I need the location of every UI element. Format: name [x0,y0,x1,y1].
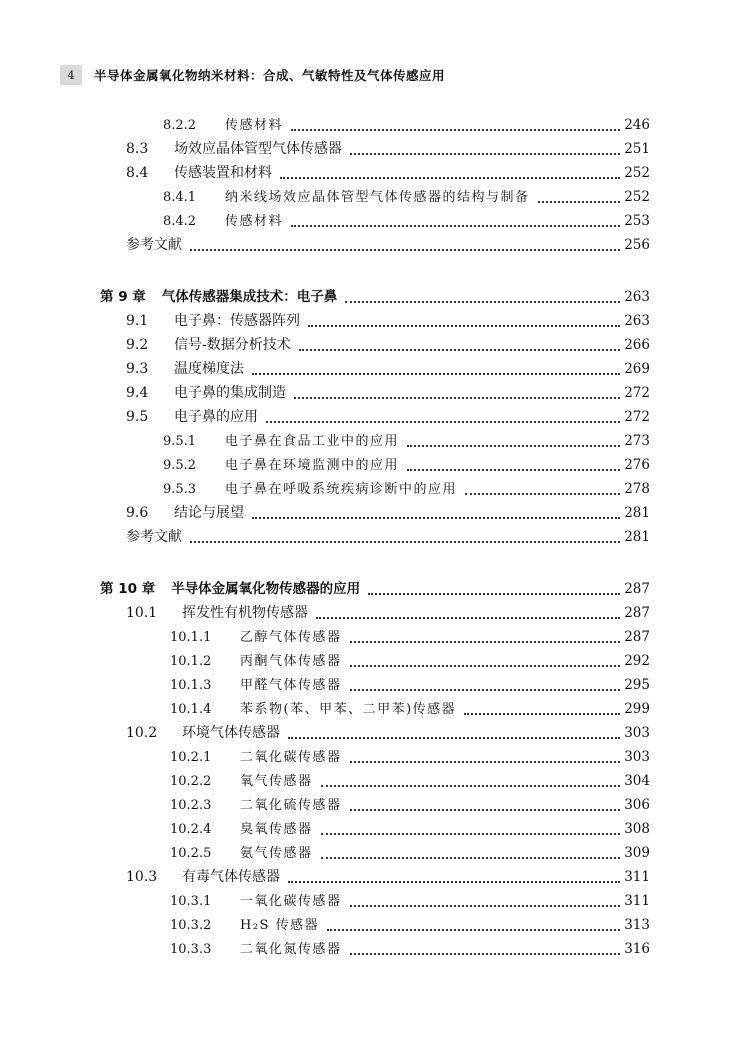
toc-entry-title: 有毒气体传感器 [182,869,280,885]
toc-entry-page: 278 [624,481,650,497]
toc-entry[interactable] [0,937,750,961]
toc-entry[interactable] [0,625,750,649]
toc-entry-number: 8.4.2 [163,214,197,229]
toc-entry-number: 第 9 章 [100,289,146,305]
toc-entry-title: 信号-数据分析技术 [174,337,291,353]
toc-entry-page: 246 [624,117,650,133]
dot-leader [316,616,620,619]
toc-entry[interactable] [0,793,750,817]
toc-entry-page: 303 [624,725,650,741]
toc-entry-number: 10.2 [126,725,158,741]
toc-entry-page: 252 [624,165,650,181]
toc-entry-number: 8.4 [126,165,149,181]
toc-entry-title: 温度梯度法 [174,361,244,377]
toc-entry-number: 9.5.1 [163,434,197,449]
toc-entry-number: 9.5.3 [163,482,197,497]
toc-entry-page: 253 [624,213,650,229]
dot-leader [299,348,620,351]
chapter-spacer [0,257,750,271]
dot-leader [407,468,620,471]
dot-leader [350,952,621,955]
toc-entry[interactable] [0,161,750,185]
toc-entry-number: 8.4.1 [163,190,197,205]
toc-entry[interactable] [0,285,750,309]
toc-entry[interactable] [0,185,750,209]
toc-entry[interactable] [0,769,750,793]
dot-leader [291,128,620,131]
chapter-spacer [0,549,750,563]
toc-entry-page: 287 [624,629,650,645]
toc-entry-title: H₂S 传感器 [240,918,320,933]
toc-entry-page: 316 [624,941,650,957]
toc-entry-number: 9.6 [126,505,149,521]
toc-entry-number: 第 10 章 [100,581,156,597]
dot-leader [538,200,621,203]
toc-entry[interactable] [0,113,750,137]
toc-entry-number: 10.1.4 [170,702,212,717]
dot-leader [252,372,620,375]
toc-entry-page: 295 [624,677,650,693]
toc-entry[interactable] [0,697,750,721]
toc-entry[interactable] [0,429,750,453]
toc-entry-title: 传感材料 [225,118,284,133]
toc-entry-title: 参考文献 [126,237,182,253]
toc-entry-page: 313 [624,917,650,933]
toc-entry-title: 场效应晶体管型气体传感器 [174,141,342,157]
dot-leader [350,688,621,691]
toc-entry-page: 303 [624,749,650,765]
toc-entry-number: 10.2.4 [170,822,212,837]
toc-entry-title: 苯系物(苯、甲苯、二甲苯)传感器 [240,702,457,717]
toc-entry[interactable] [0,405,750,429]
toc-entry-page: 306 [624,797,650,813]
toc-entry-page: 309 [624,845,650,861]
toc-entry-number: 10.2.2 [170,774,212,789]
dot-leader [350,904,621,907]
toc-entry-page: 269 [624,361,650,377]
toc-entry[interactable] [0,381,750,405]
toc-entry-number: 10.2.1 [170,750,212,765]
toc-entry-title: 电子鼻的应用 [174,409,258,425]
toc-entry-number: 10.3.2 [170,918,212,933]
toc-entry-page: 263 [624,289,650,305]
toc-entry-number: 9.4 [126,385,149,401]
toc-entry[interactable] [0,817,750,841]
toc-entry-title: 二氧化硫传感器 [240,798,342,813]
dot-leader [252,516,620,519]
dot-leader [321,784,621,787]
dot-leader [291,224,620,227]
dot-leader [266,420,620,423]
toc-entry[interactable] [0,865,750,889]
dot-leader [190,540,620,543]
toc-entry-title: 臭氧传感器 [240,822,313,837]
toc-entry-title: 二氧化碳传感器 [240,750,342,765]
toc-entry-number: 9.1 [126,313,149,329]
toc-entry-number: 8.2.2 [163,118,197,133]
toc-entry-title: 二氧化氮传感器 [240,942,342,957]
toc-entry[interactable] [0,649,750,673]
toc-entry[interactable] [0,745,750,769]
toc-entry[interactable] [0,501,750,525]
dot-leader [368,592,620,595]
toc-entry-title: 电子鼻的集成制造 [174,385,286,401]
toc-entry[interactable] [0,233,750,257]
toc-entry-number: 10.2.3 [170,798,212,813]
toc-entry-number: 10.1 [126,605,158,621]
dot-leader [465,492,620,495]
toc-entry[interactable] [0,209,750,233]
toc-entry-page: 252 [624,189,650,205]
toc-entry-title: 参考文献 [126,529,182,545]
dot-leader [345,300,620,303]
toc-entry-title: 电子鼻在呼吸系统疾病诊断中的应用 [225,482,458,497]
toc-entry-page: 299 [624,701,650,717]
toc-entry-page: 273 [624,433,650,449]
dot-leader [464,712,620,715]
toc-entry-title: 挥发性有机物传感器 [182,605,308,621]
toc-entry[interactable] [0,721,750,745]
toc-entry-title: 环境气体传感器 [182,725,280,741]
dot-leader [350,152,620,155]
toc-entry-title: 气体传感器集成技术：电子鼻 [161,289,338,305]
toc-entry-number: 10.3.1 [170,894,212,909]
toc-entry-page: 311 [624,869,650,885]
dot-leader [190,248,620,251]
dot-leader [350,808,621,811]
page-number: 4 [60,65,82,85]
toc-entry-page: 308 [624,821,650,837]
toc-entry[interactable] [0,601,750,625]
toc-entry-page: 287 [624,581,650,597]
toc-entry-page: 272 [624,409,650,425]
toc-entry-page: 263 [624,313,650,329]
toc-entry[interactable] [0,889,750,913]
toc-entry-number: 9.5.2 [163,458,197,473]
dot-leader [288,736,620,739]
dot-leader [350,640,621,643]
toc-entry-title: 乙醇气体传感器 [240,630,342,645]
dot-leader [308,324,620,327]
toc-entry-title: 传感材料 [225,214,284,229]
dot-leader [350,664,621,667]
toc-entry[interactable] [0,309,750,333]
toc-entry-number: 10.1.2 [170,654,212,669]
toc-entry-page: 304 [624,773,650,789]
book-title: 半导体金属氧化物纳米材料：合成、气敏特性及气体传感应用 [94,68,446,83]
toc-entry-title: 甲醛气体传感器 [240,678,342,693]
dot-leader [327,928,620,931]
toc-entry-title: 结论与展望 [174,505,244,521]
toc-entry-number: 10.3.3 [170,942,212,957]
dot-leader [280,176,620,179]
toc-entry-page: 311 [624,893,650,909]
toc-entry-page: 287 [624,605,650,621]
toc-entry[interactable] [0,841,750,865]
toc-entry-page: 281 [624,529,650,545]
dot-leader [321,832,621,835]
toc-entry[interactable] [0,525,750,549]
dot-leader [321,856,621,859]
toc-entry-page: 256 [624,237,650,253]
toc-entry-page: 266 [624,337,650,353]
toc-entry-number: 10.1.1 [170,630,212,645]
toc-entry-number: 9.2 [126,337,149,353]
toc-entry-title: 丙酮气体传感器 [240,654,342,669]
toc-entry-number: 10.2.5 [170,846,212,861]
toc-entry-number: 10.1.3 [170,678,212,693]
dot-leader [350,760,621,763]
toc-entry[interactable] [0,453,750,477]
toc-entry-title: 传感装置和材料 [174,165,272,181]
toc-entry-page: 251 [624,141,650,157]
toc-entry[interactable] [0,477,750,501]
toc-entry-number: 9.3 [126,361,149,377]
toc-entry-page: 281 [624,505,650,521]
toc-entry[interactable] [0,137,750,161]
toc-entry-page: 276 [624,457,650,473]
toc-entry-title: 电子鼻在环境监测中的应用 [225,458,400,473]
toc-entry-title: 纳米线场效应晶体管型气体传感器的结构与制备 [225,190,530,205]
toc-entry-title: 半导体金属氧化物传感器的应用 [171,581,361,597]
toc-entry-number: 8.3 [126,141,149,157]
toc-entry-number: 9.5 [126,409,149,425]
dot-leader [407,444,620,447]
toc-entry-page: 272 [624,385,650,401]
toc-entry[interactable] [0,357,750,381]
toc-entry[interactable] [0,333,750,357]
toc-entry-number: 10.3 [126,869,158,885]
toc-entry-title: 电子鼻在食品工业中的应用 [225,434,400,449]
toc-entry-title: 电子鼻：传感器阵列 [174,313,300,329]
table-of-contents [0,113,750,961]
toc-entry[interactable] [0,913,750,937]
toc-entry[interactable] [0,673,750,697]
dot-leader [294,396,620,399]
toc-entry-title: 一氧化碳传感器 [240,894,342,909]
dot-leader [288,880,620,883]
toc-entry-title: 氨气传感器 [240,846,313,861]
toc-entry[interactable] [0,577,750,601]
toc-entry-page: 292 [624,653,650,669]
toc-entry-title: 氧气传感器 [240,774,313,789]
running-header [60,64,690,86]
